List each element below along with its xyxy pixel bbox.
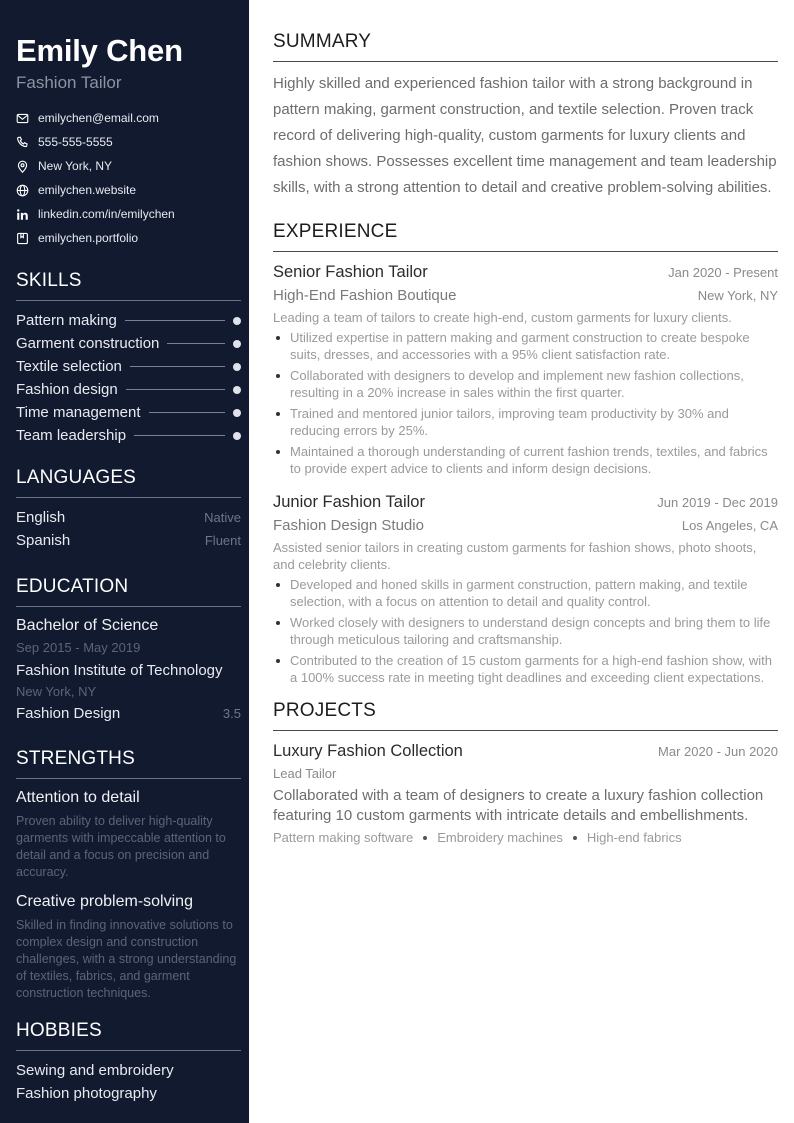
projects-heading: PROJECTS xyxy=(273,700,778,731)
skill-item xyxy=(16,332,241,355)
globe-icon xyxy=(16,184,29,197)
languages-list xyxy=(16,506,241,552)
hobbies-heading: HOBBIES xyxy=(16,1020,241,1051)
language-item xyxy=(16,506,241,529)
sidebar xyxy=(0,0,249,1123)
strengths-heading: STRENGTHS xyxy=(16,748,241,779)
hobbies-list xyxy=(16,1059,241,1105)
job-company: High-End Fashion Boutique xyxy=(273,287,457,304)
contact-email-text: emilychen@email.com xyxy=(38,111,159,125)
contact-phone[interactable] xyxy=(16,130,241,154)
strength-description: Skilled in finding innovative solutions to complex design and construction challenges, with a strong understanding of textiles, fabrics, and garment construction techniques. xyxy=(16,918,237,1000)
contact-portfolio[interactable] xyxy=(16,226,241,250)
job-location: Los Angeles, CA xyxy=(681,518,778,533)
contact-website[interactable] xyxy=(16,178,241,202)
experience-entry xyxy=(273,491,778,686)
skill-dot xyxy=(233,340,241,348)
job-description: Leading a team of tailors to create high-end, custom garments for luxury clients. xyxy=(273,310,732,325)
education-school: Fashion Institute of Technology xyxy=(16,662,223,679)
skill-label: Fashion design xyxy=(16,381,118,398)
project-tool: High-end fabrics xyxy=(586,830,682,845)
experience-heading: EXPERIENCE xyxy=(273,221,778,252)
contact-website-text: emilychen.website xyxy=(38,183,137,197)
skill-dot xyxy=(233,386,241,394)
project-header xyxy=(273,740,778,762)
job-header xyxy=(273,261,778,283)
tool-separator-dot xyxy=(573,836,577,840)
job-company: Fashion Design Studio xyxy=(273,517,424,534)
education-dates: Sep 2015 - May 2019 xyxy=(16,640,141,655)
main-content xyxy=(273,31,778,847)
skill-dot xyxy=(233,409,241,417)
hobby-item: Fashion photography xyxy=(16,1085,157,1102)
education-heading: EDUCATION xyxy=(16,576,241,607)
skill-label: Garment construction xyxy=(16,335,160,352)
job-bullet: Maintained a thorough understanding of current fashion trends, textiles, and fabrics to provide expert advice to clients and inform design decisions. xyxy=(273,443,778,477)
linkedin-icon xyxy=(16,208,29,221)
skill-line xyxy=(130,366,225,367)
tool-separator-dot xyxy=(423,836,427,840)
language-name: Spanish xyxy=(16,532,71,549)
job-bullet: Worked closely with designers to understand design concepts and bring them to life through meticulous tailoring and craftsmanship. xyxy=(273,614,778,648)
bookmark-book-icon xyxy=(16,232,29,245)
strengths-list xyxy=(16,787,241,1002)
skill-line xyxy=(167,343,225,344)
strength-title: Creative problem-solving xyxy=(16,893,193,910)
education-gpa: 3.5 xyxy=(222,706,241,721)
languages-heading: LANGUAGES xyxy=(16,467,241,498)
candidate-title: Fashion Tailor xyxy=(16,73,122,92)
education-location: New York, NY xyxy=(16,684,97,699)
job-bullet: Collaborated with designers to develop and implement new fashion collections, resulting in a 20% increase in sales within the first quarter. xyxy=(273,367,778,401)
contact-phone-text: 555-555-5555 xyxy=(38,135,113,149)
education-entry xyxy=(16,615,241,726)
contact-linkedin[interactable] xyxy=(16,202,241,226)
job-bullet: Utilized expertise in pattern making and garment construction to create bespoke suits, dresses, and accessories with a 95% client satisfaction rate. xyxy=(273,329,778,363)
skill-item xyxy=(16,378,241,401)
language-item xyxy=(16,529,241,552)
skill-dot xyxy=(233,432,241,440)
contact-location-text: New York, NY xyxy=(38,159,113,173)
project-title: Luxury Fashion Collection xyxy=(273,742,463,760)
job-bullets xyxy=(273,576,778,686)
skill-line xyxy=(134,435,225,436)
strength-title: Attention to detail xyxy=(16,789,140,806)
job-bullet: Trained and mentored junior tailors, improving team productivity by 30% and reducing errors by 25%. xyxy=(273,405,778,439)
skill-line xyxy=(125,320,225,321)
job-company-row xyxy=(273,285,778,307)
hobby-item: Sewing and embroidery xyxy=(16,1062,174,1079)
strength-description: Proven ability to deliver high-quality garments with impeccable attention to detail and a focus on precision and accuracy. xyxy=(16,814,226,879)
language-level: Native xyxy=(204,510,241,525)
contact-location xyxy=(16,154,241,178)
job-title: Junior Fashion Tailor xyxy=(273,493,425,511)
project-role: Lead Tailor xyxy=(273,766,337,781)
project-entry xyxy=(273,740,778,847)
skill-item xyxy=(16,401,241,424)
education-field-row xyxy=(16,702,241,726)
summary-text: Highly skilled and experienced fashion tailor with a strong background in pattern making, garment construction, and textile selection. Proven track record of delivering high-quality, custom garments for luxury clients and fashion shows. Possesses excellent time management and team leadership skills, with a strong attention to detail and creative problem-solving abilities. xyxy=(273,75,777,196)
skills-heading: SKILLS xyxy=(16,270,241,301)
skill-label: Time management xyxy=(16,404,141,421)
skills-list xyxy=(16,309,241,447)
summary-heading: SUMMARY xyxy=(273,31,778,62)
job-bullet: Contributed to the creation of 15 custom garments for a high-end fashion show, with a 100% success rate in meeting tight deadlines and exceeding client expectations. xyxy=(273,652,778,686)
candidate-name: Emily Chen xyxy=(16,33,183,68)
contact-portfolio-text: emilychen.portfolio xyxy=(38,231,139,245)
skill-label: Team leadership xyxy=(16,427,127,444)
skill-line xyxy=(149,412,226,413)
job-title: Senior Fashion Tailor xyxy=(273,263,428,281)
experience-entry xyxy=(273,261,778,477)
skill-line xyxy=(126,389,225,390)
job-bullets xyxy=(273,329,778,477)
skill-item xyxy=(16,309,241,332)
job-description: Assisted senior tailors in creating custom garments for fashion shows, photo shoots, and celebrity clients. xyxy=(273,540,757,572)
job-bullet: Developed and honed skills in garment construction, pattern making, and textile selection, with a focus on attention to detail and quality control. xyxy=(273,576,778,610)
skill-item xyxy=(16,424,241,447)
skill-dot xyxy=(233,317,241,325)
project-tools xyxy=(273,829,778,847)
skill-label: Pattern making xyxy=(16,312,117,329)
phone-icon xyxy=(16,136,29,149)
contact-email[interactable] xyxy=(16,106,241,130)
job-dates: Jun 2019 - Dec 2019 xyxy=(657,495,778,510)
job-header xyxy=(273,491,778,513)
contact-list xyxy=(16,106,241,250)
contact-linkedin-text: linkedin.com/in/emilychen xyxy=(38,207,175,221)
location-pin-icon xyxy=(16,160,29,173)
skill-label: Textile selection xyxy=(16,358,122,375)
project-description: Collaborated with a team of designers to create a luxury fashion collection featuring 10 custom garments with intricate details and embellishments. xyxy=(273,787,764,824)
skill-item xyxy=(16,355,241,378)
skill-dot xyxy=(233,363,241,371)
envelope-icon xyxy=(16,112,29,125)
education-field: Fashion Design xyxy=(16,705,121,722)
language-level: Fluent xyxy=(204,533,241,548)
education-degree: Bachelor of Science xyxy=(16,617,159,634)
project-dates: Mar 2020 - Jun 2020 xyxy=(658,744,778,759)
project-tool: Embroidery machines xyxy=(437,830,563,845)
project-tool: Pattern making software xyxy=(273,830,414,845)
job-company-row xyxy=(273,515,778,537)
job-dates: Jan 2020 - Present xyxy=(668,265,778,280)
job-location: New York, NY xyxy=(697,288,778,303)
language-name: English xyxy=(16,509,66,526)
